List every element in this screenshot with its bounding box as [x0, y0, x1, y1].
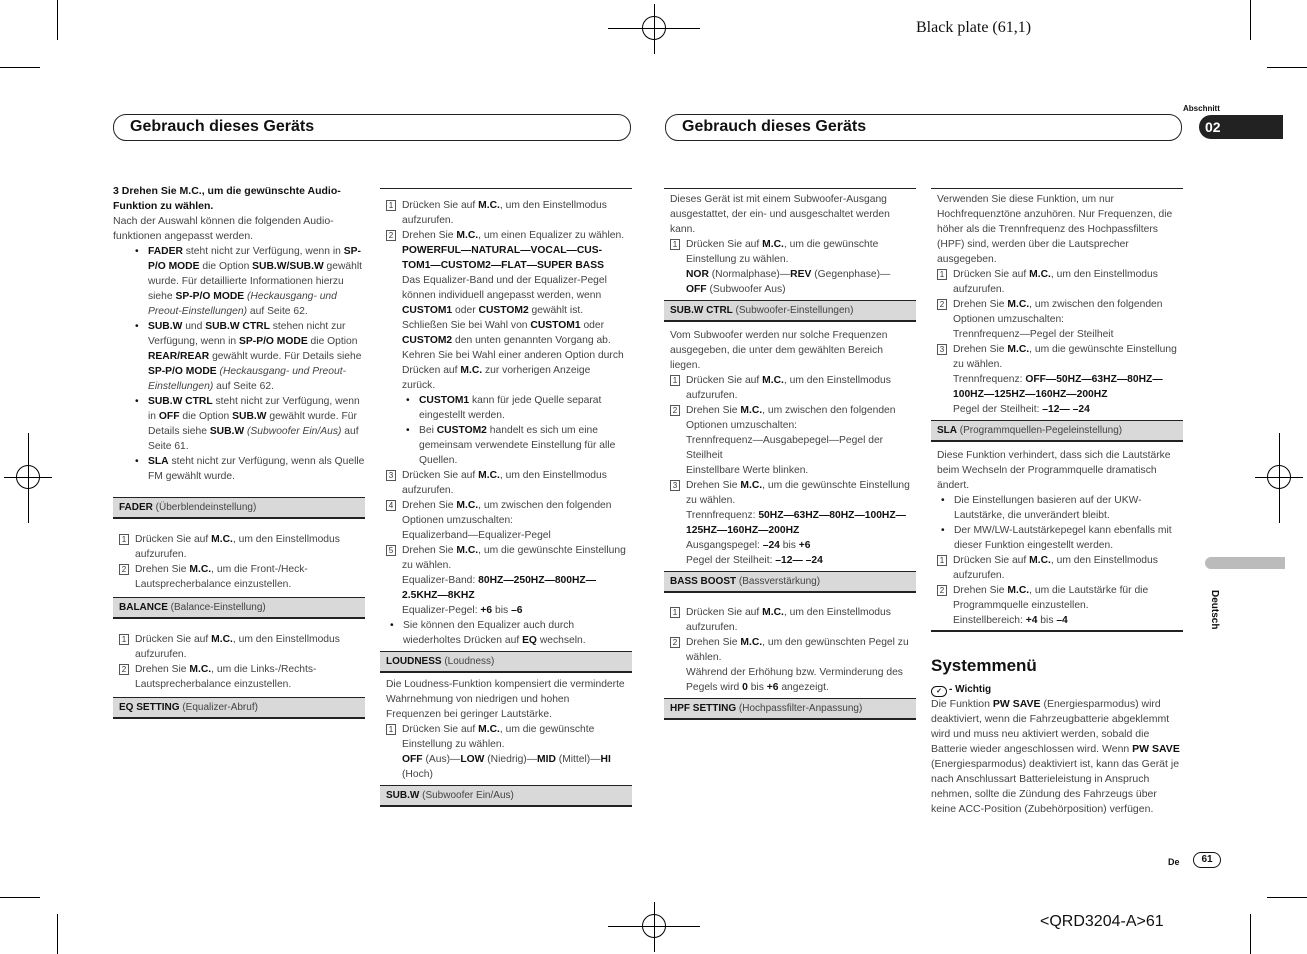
eq-note: Das Equalizer-Band und der Equalizer-Pegel können individuell angepasst werden, wenn CUSTOM1 oder CUSTOM2 gewählt ist.	[402, 275, 607, 316]
bass-boost-step-2: 2 Drehen Sie M.C., um den gewünschten Pegel zu wählen. Während der Erhöhung bzw. Verminderung des Pegels wird 0 bis +6 angezeigt.	[670, 635, 910, 695]
crop-mark	[57, 0, 58, 40]
hpf-step-1: 1 Drücken Sie auf M.C., um den Einstellmodus aufzurufen.	[937, 267, 1177, 297]
subw-ctrl-step-2: 2 Drehen Sie M.C., um zwischen den folgenden Optionen umzuschalten: Trennfrequenz—Ausgabepegel—Pegel der Steilheit Einstellbare Werte blinken.	[670, 403, 910, 478]
list-item: • FADER steht nicht zur Verfügung, wenn in SP-P/O MODE die Option SUB.W/SUB.W gewählt wurde. Für detaillierte Informationen hierzu siehe SP-P/O MODE (Heckausgang- und Preout-Einstellungen) auf Seite 62.	[131, 244, 365, 319]
column-4	[931, 188, 1183, 817]
list-item: • SUB.W und SUB.W CTRL stehen nicht zur Verfügung, wenn in SP-P/O MODE die Option REAR/REAR gewählt wurde. Für Details siehe SP-P/O MODE (Heckausgang- und Preout-Einstellungen) auf Seite 62.	[131, 319, 365, 394]
step3-title: 3 Drehen Sie M.C., um die gewünschte Audio-Funktion zu wählen.	[113, 185, 341, 212]
eq-step-5: 5 Drehen Sie M.C., um die gewünschte Einstellung zu wählen. Equalizer-Band: 80HZ—250HZ—800HZ—2.5KHZ—8KHZ Equalizer-Pegel: +6 bis –6	[386, 543, 626, 618]
subw-ctrl-step-1: 1 Drücken Sie auf M.C., um den Einstellmodus aufzurufen.	[670, 373, 910, 403]
fader-step-1: 1 Drücken Sie auf M.C., um den Einstellmodus aufzurufen.	[119, 532, 365, 562]
fader-section-header: FADER (Überblendeinstellung)	[113, 497, 365, 519]
important-icon: ✓	[931, 686, 947, 697]
list-item: • Sie können den Equalizer auch durch wiederholtes Drücken auf EQ wechseln.	[386, 618, 626, 648]
crop-mark	[1267, 67, 1307, 68]
page-number: 61	[1193, 852, 1221, 868]
page-language: De	[1168, 857, 1180, 867]
column-2	[380, 188, 632, 807]
subwoofer-text: Dieses Gerät ist mit einem Subwoofer-Ausgang ausgestattet, der ein- und ausgeschaltet werden kann.	[670, 194, 890, 235]
sla-step-1: 1 Drücken Sie auf M.C., um den Einstellmodus aufzurufen.	[937, 553, 1177, 583]
hpf-step-3: 3 Drehen Sie M.C., um die gewünschte Einstellung zu wählen. Trennfrequenz: OFF—50HZ—63HZ—80HZ—100HZ—125HZ—160HZ—200HZ Pegel der Steilheit: –12— –24	[937, 342, 1177, 417]
sla-section-header: SLA (Programmquellen-Pegeleinstellung)	[931, 420, 1183, 442]
crop-mark	[1250, 0, 1251, 40]
crop-mark	[0, 897, 40, 898]
bass-boost-section-header: BASS BOOST (Bassverstärkung)	[664, 571, 916, 593]
balance-step-2: 2 Drehen Sie M.C., um die Links-/Rechts-Lautsprecherbalance einzustellen.	[119, 662, 365, 692]
hpf-step-2: 2 Drehen Sie M.C., um zwischen den folgenden Optionen umzuschalten: Trennfrequenz—Pegel der Steilheit	[937, 297, 1177, 342]
sla-step-2: 2 Drehen Sie M.C., um die Lautstärke für die Programmquelle einzustellen. Einstellbereich: +4 bis –4	[937, 583, 1177, 628]
subw-ctrl-text: Vom Subwoofer werden nur solche Frequenzen ausgegeben, die unter dem gewählten Bereich liegen.	[670, 330, 888, 371]
system-menu-title: Systemmenü	[931, 656, 1037, 675]
column-1	[113, 184, 365, 719]
column-3	[664, 188, 916, 720]
list-item: • SLA steht nicht zur Verfügung, wenn als Quelle FM gewählt wurde.	[131, 454, 365, 484]
balance-step-1: 1 Drücken Sie auf M.C., um den Einstellmodus aufzurufen.	[119, 632, 365, 662]
list-item: • CUSTOM1 kann für jede Quelle separat eingestellt werden.	[402, 393, 626, 423]
sla-text: Diese Funktion verhindert, dass sich die Lautstärke beim Wechseln der Programmquelle dramatisch ändert.	[937, 450, 1171, 491]
subw-ctrl-section-header: SUB.W CTRL (Subwoofer-Einstellungen)	[664, 300, 916, 322]
balance-section-header: BALANCE (Balance-Einstellung)	[113, 597, 365, 619]
hpf-section-header: HPF SETTING (Hochpassfilter-Anpassung)	[664, 698, 916, 720]
step3-text: Nach der Auswahl können die folgenden Audio-funktionen angepasst werden.	[113, 215, 334, 242]
document-code: <QRD3204-A>61	[1040, 913, 1164, 930]
side-tab-label: Deutsch	[1209, 590, 1220, 630]
side-tab-bar	[1205, 557, 1285, 569]
crop-mark	[1250, 914, 1251, 954]
list-item: • SUB.W CTRL steht nicht zur Verfügung, wenn in OFF die Option SUB.W gewählt wurde. Für Details siehe SUB.W (Subwoofer Ein/Aus) auf Seite 61.	[131, 394, 365, 454]
important-note-heading: ✓ - Wichtig	[931, 682, 1183, 697]
crop-mark	[57, 914, 58, 954]
eq-step-3: 3 Drücken Sie auf M.C., um den Einstellmodus aufzurufen.	[386, 468, 626, 498]
crop-mark	[1267, 897, 1307, 898]
hpf-text: Verwenden Sie diese Funktion, um nur Hochfrequenztöne anzuhören. Nur Frequenzen, die höher als die Trennfrequenz des Hochpassfilters (HPF) sind, werden über die Lautsprecher ausgegeben.	[937, 194, 1173, 265]
eq-step-4: 4 Drehen Sie M.C., um zwischen den folgenden Optionen umzuschalten: Equalizerband—Equalizer-Pegel	[386, 498, 626, 543]
section-number-badge: 02	[1199, 115, 1283, 139]
list-item: • Der MW/LW-Lautstärkepegel kann ebenfalls mit dieser Funktion eingestellt werden.	[937, 523, 1177, 553]
subwoofer-section-header: SUB.W (Subwoofer Ein/Aus)	[380, 785, 632, 807]
eq-step-1: 1 Drücken Sie auf M.C., um den Einstellmodus aufzurufen.	[386, 198, 626, 228]
header-left: Gebrauch dieses Geräts	[113, 114, 631, 141]
subw-ctrl-step-3: 3 Drehen Sie M.C., um die gewünschte Einstellung zu wählen. Trennfrequenz: 50HZ—63HZ—80HZ—100HZ—125HZ—160HZ—200HZ Ausgangspegel: –24 bis +6 Pegel der Steilheit: –12— –24	[670, 478, 910, 568]
list-item: • Bei CUSTOM2 handelt es sich um eine gemeinsam verwendete Einstellung für alle Quellen.	[402, 423, 626, 468]
important-note-text: Die Funktion PW SAVE (Energiesparmodus) wird deaktiviert, wenn die Fahrzeugbatterie abgeklemmt wird und muss neu aktiviert werden, sobald die Batterie wieder angeschlossen wird. Wenn PW SAVE (Energiesparmodus) deaktiviert ist, kann das Gerät je nach Anschlussart Batterieleistung in Anspruch nehmen, sollte die Zündung des Fahrzeugs über keine ACC-Position (Zubehörposition) verfügen.	[931, 698, 1180, 815]
eq-step-2: 2 Drehen Sie M.C., um einen Equalizer zu wählen. POWERFUL—NATURAL—VOCAL—CUS-TOM1—CUSTOM2—FLAT—SUPER BASS Das Equalizer-Band und der Equalizer-Pegel können individuell angepasst werden, wenn CUSTOM1 oder CUSTOM2 gewählt ist. Schließen Sie bei Wahl von CUSTOM1 oder CUSTOM2 den unten genannten Vorgang ab. Kehren Sie bei Wahl einer anderen Option durch Drücken auf M.C. zur vorherigen Anzeige zurück. • CUSTOM1 kann für jede Quelle separat eingestellt werden. • Bei CUSTOM2 handelt es sich um eine gemeinsam verwendete Einstellung für alle Quellen.	[386, 228, 626, 468]
plate-label: Black plate (61,1)	[916, 19, 1032, 36]
loudness-section-header: LOUDNESS (Loudness)	[380, 651, 632, 673]
fader-step-2: 2 Drehen Sie M.C., um die Front-/Heck-Lautsprecherbalance einzustellen.	[119, 562, 365, 592]
list-item: • Die Einstellungen basieren auf der UKW-Lautstärke, die unverändert bleibt.	[937, 493, 1177, 523]
subwoofer-step-1: 1 Drücken Sie auf M.C., um die gewünschte Einstellung zu wählen. NOR (Normalphase)—REV (Gegenphase)—OFF (Subwoofer Aus)	[670, 237, 910, 297]
loudness-text: Die Loudness-Funktion kompensiert die verminderte Wahrnehmung von niedrigen und hohen Frequenzen bei geringer Lautstärke.	[386, 679, 625, 720]
eq-note: Schließen Sie bei Wahl von CUSTOM1 oder CUSTOM2 den unten genannten Vorgang ab. Kehren Sie bei Wahl einer anderen Option durch Drücken auf M.C. zur vorherigen Anzeige zurück.	[402, 320, 624, 391]
header-right: Gebrauch dieses Geräts	[665, 114, 1182, 141]
bass-boost-step-1: 1 Drücken Sie auf M.C., um den Einstellmodus aufzurufen.	[670, 605, 910, 635]
eq-setting-section-header: EQ SETTING (Equalizer-Abruf)	[113, 697, 365, 719]
loudness-step-1: 1 Drücken Sie auf M.C., um die gewünschte Einstellung zu wählen. OFF (Aus)—LOW (Niedrig)—MID (Mittel)—HI (Hoch)	[386, 722, 626, 782]
crop-mark	[0, 67, 40, 68]
eq-preset-list: POWERFUL—NATURAL—VOCAL—CUS-TOM1—CUSTOM2—FLAT—SUPER BASS	[402, 245, 604, 271]
section-label: Abschnitt	[1183, 104, 1220, 113]
